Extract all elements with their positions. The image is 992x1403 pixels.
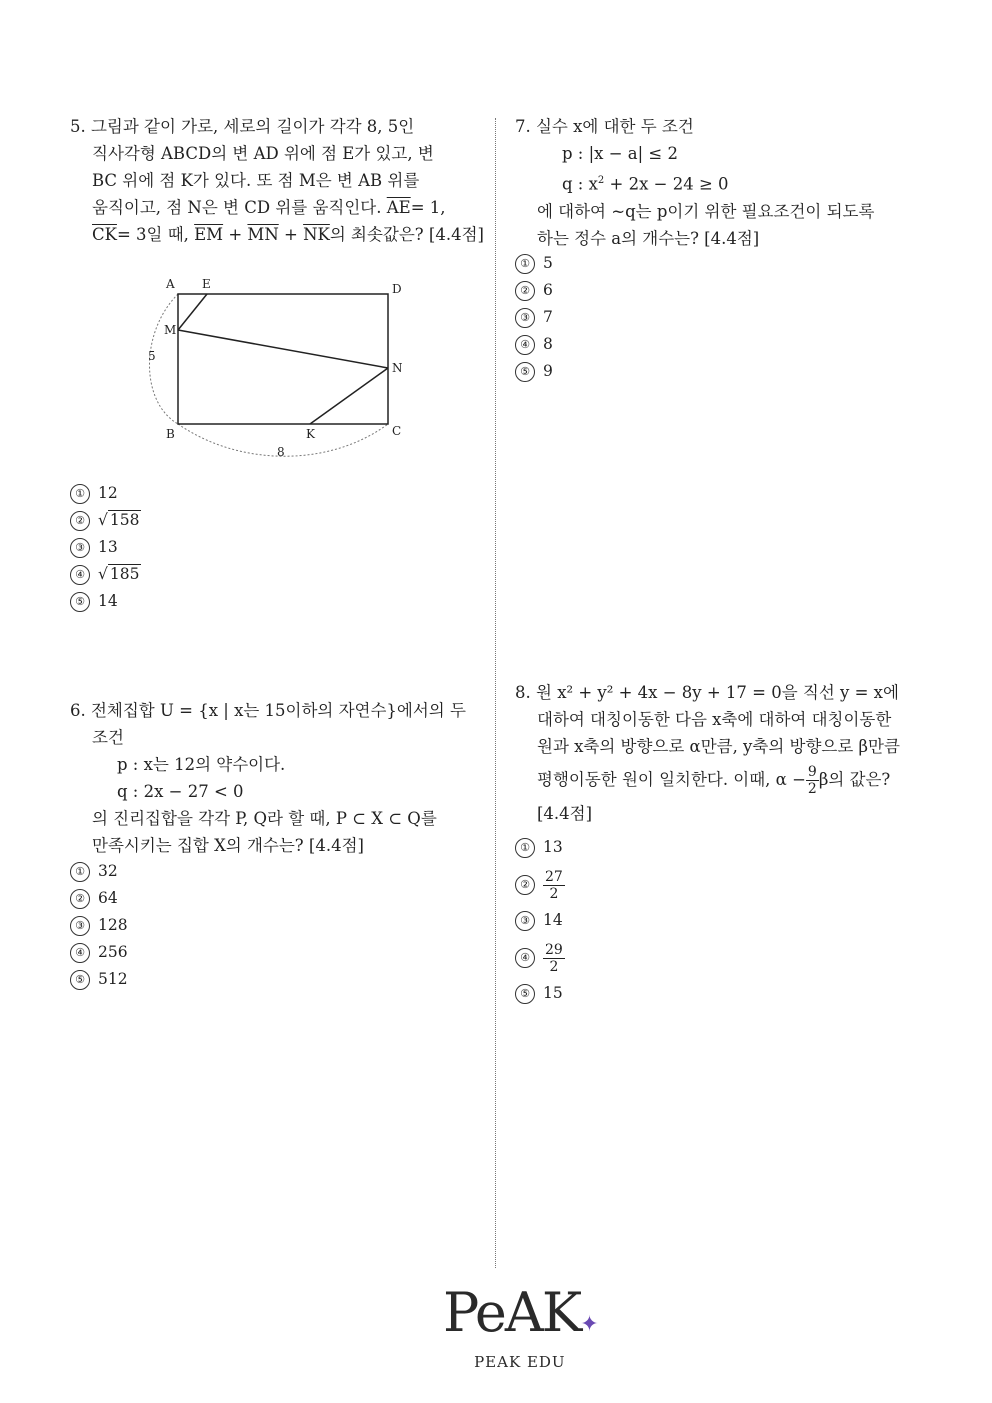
- q5-choice-2[interactable]: ② √ 158: [70, 507, 141, 534]
- segment-mn: [178, 330, 388, 368]
- q5-choice-5[interactable]: ⑤ 14: [70, 588, 141, 615]
- q5-choice-3[interactable]: ③ 13: [70, 534, 141, 561]
- q5-line-2: 직사각형 ABCD의 변 AD 위에 점 E가 있고, 변: [92, 144, 434, 163]
- q6-line-4: 만족시키는 집합 X의 개수는? [4.4점]: [92, 836, 364, 855]
- label-e: E: [202, 277, 211, 291]
- q7-line-1: 7. 실수 x에 대한 두 조건: [515, 117, 694, 136]
- label-a: A: [166, 277, 175, 291]
- star-icon: ✦: [580, 1312, 597, 1337]
- q7-choice-5[interactable]: ⑤ 9: [515, 358, 553, 385]
- q8-choices: [515, 834, 565, 1007]
- q5-choice-4[interactable]: ④ √ 185: [70, 561, 141, 588]
- q7-choice-2[interactable]: ② 6: [515, 277, 553, 304]
- label-width: 8: [277, 445, 285, 459]
- label-k: K: [306, 427, 315, 441]
- rectangle-figure: [140, 272, 410, 462]
- q7-choice-1[interactable]: ① 5: [515, 250, 553, 277]
- label-b: B: [166, 427, 175, 441]
- q6-choice-5[interactable]: ⑤ 512: [70, 966, 128, 993]
- q7-condition-q: q : $x^2 + 2x - 24 \ge 0$: [562, 174, 729, 194]
- rectangle-abcd: [178, 294, 388, 424]
- q7-choice-4[interactable]: ④ 8: [515, 331, 553, 358]
- question-7: [515, 113, 955, 252]
- q6-choice-3[interactable]: ③ 128: [70, 912, 128, 939]
- q6-condition-q: q : 2x − 27 < 0: [117, 782, 244, 801]
- logo-subtitle: PEAK EDU: [474, 1353, 566, 1371]
- q8-choice-5[interactable]: ⑤ 15: [515, 980, 565, 1007]
- q6-choices: [70, 858, 128, 993]
- q5-line-1: 5. 그림과 같이 가로, 세로의 길이가 각각 8, 5인: [70, 117, 415, 136]
- label-c: C: [392, 424, 402, 438]
- q8-line-4: 평행이동한 원이 일치한다. 이때, α − $\frac{9}{2}$ β의 값은?: [537, 764, 891, 797]
- q7-choices: [515, 250, 553, 385]
- q8-line-1: 8. 원 x² + y² + 4x − 8y + 17 = 0을 직선 y = x에: [515, 683, 899, 702]
- q8-line-2: 대하여 대칭이동한 다음 x축에 대하여 대칭이동한: [537, 710, 892, 729]
- column-divider: [495, 118, 496, 1268]
- q8-line-3: 원과 x축의 방향으로 α만큼, y축의 방향으로 β만큼: [537, 737, 900, 756]
- label-n: N: [392, 361, 403, 375]
- q6-line-1: 6. 전체집합 U = {x | x는 15이하의 자연수}에서의 두: [70, 701, 466, 720]
- q6-condition-p: p : x는 12의 약수이다.: [117, 755, 286, 774]
- q8-choice-4[interactable]: ④ $\frac{29}{2}$: [515, 934, 565, 980]
- label-m: M: [164, 323, 177, 337]
- label-height: 5: [148, 349, 156, 363]
- seg-ck: $\overline{CK}$: [92, 225, 117, 244]
- q5-line-4: 움직이고, 점 N은 변 CD 위를 움직인다. $\overline{AE}= 1$,: [92, 198, 446, 217]
- q7-line-3: 하는 정수 a의 개수는? [4.4점]: [537, 228, 760, 248]
- q5-line-5: $\overline{CK}= 3$일 때, $\overline{EM} + \overline{MN} + \overline{NK}$의 최솟값은? [4.4점]: [92, 225, 484, 244]
- q5-choices: [70, 480, 141, 615]
- q5-choice-1[interactable]: ① 12: [70, 480, 141, 507]
- q8-fraction: $\frac{9}{2}$: [807, 764, 817, 797]
- q8-choice-2[interactable]: ② $\frac{27}{2}$: [515, 861, 565, 907]
- q6-line-2: 조건: [92, 728, 124, 747]
- segment-em: [178, 294, 207, 330]
- q5-line-3: BC 위에 점 K가 있다. 또 점 M은 변 AB 위를: [92, 171, 420, 190]
- q6-choice-2[interactable]: ② 64: [70, 885, 128, 912]
- logo-mark: PeAK✦: [443, 1281, 597, 1344]
- q8-choice-1[interactable]: ① 13: [515, 834, 565, 861]
- seg-ae: $\overline{AE}$: [386, 198, 411, 217]
- q7-condition-p: p : |x − a| ≤ 2: [562, 144, 678, 163]
- q6-choice-4[interactable]: ④ 256: [70, 939, 128, 966]
- q8-line-5: [4.4점]: [537, 804, 593, 823]
- question-5: [70, 113, 490, 248]
- q6-choice-1[interactable]: ① 32: [70, 858, 128, 885]
- q7-choice-3[interactable]: ③ 7: [515, 304, 553, 331]
- q6-line-3: 의 진리집합을 각각 P, Q라 할 때, P ⊂ X ⊂ Q를: [92, 809, 437, 828]
- segment-nk: [310, 368, 388, 424]
- question-8: [515, 679, 955, 827]
- peak-edu-logo: [443, 1281, 597, 1371]
- q8-choice-3[interactable]: ③ 14: [515, 907, 565, 934]
- q7-line-2: 에 대하여 ~q는 p이기 위한 필요조건이 되도록: [537, 201, 875, 221]
- label-d: D: [392, 282, 402, 296]
- question-6: [70, 697, 490, 859]
